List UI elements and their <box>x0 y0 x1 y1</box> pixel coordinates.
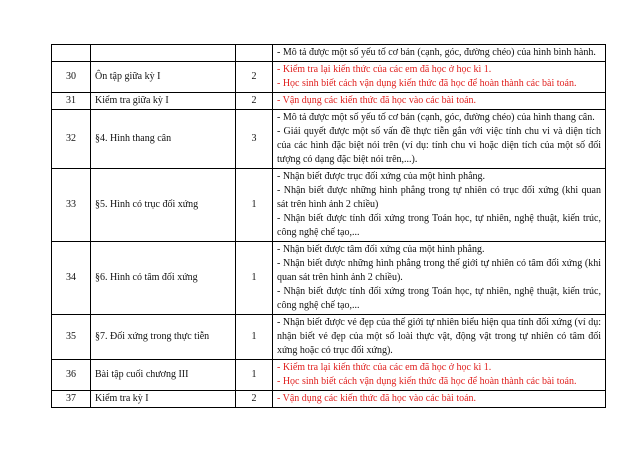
requirement-line: - Học sinh biết cách vận dụng kiến thức đã học để hoàn thành các bài toán. <box>277 78 577 89</box>
periods-cell: 2 <box>236 93 273 110</box>
requirement-line: - Kiểm tra lại kiến thức của các em đã học ở học kì 1. <box>277 362 492 373</box>
requirement-line: - Nhận biết được vẻ đẹp của thế giới tự nhiên biểu hiện qua tính đối xứng (ví dụ: nhận biết vẻ đẹp của một số loài thực vật, động vật trong tự nhiên có tâm đối xứng hoặc có trục đối xứng). <box>277 317 601 356</box>
requirement-line: - Vận dụng các kiến thức đã học vào các bài toán. <box>277 95 477 106</box>
table-row <box>52 169 606 242</box>
requirement-line: - Mô tả được một số yếu tố cơ bản (cạnh, góc, đường chéo) của hình bình hành. <box>277 47 596 58</box>
periods-cell: 1 <box>236 360 273 391</box>
lesson-title-cell: §6. Hình có tâm đối xứng <box>91 242 236 315</box>
lesson-number-cell <box>52 45 91 62</box>
lesson-title-cell: Kiểm tra kỳ I <box>91 391 236 408</box>
requirements-cell <box>273 45 606 62</box>
requirements-cell <box>273 360 606 391</box>
table-row <box>52 93 606 110</box>
periods-cell: 1 <box>236 315 273 360</box>
lesson-number-cell: 32 <box>52 110 91 169</box>
lesson-number-cell: 30 <box>52 62 91 93</box>
table-row <box>52 391 606 408</box>
requirement-line: - Học sinh biết cách vận dụng kiến thức đã học để hoàn thành các bài toán. <box>277 376 577 387</box>
requirements-cell <box>273 169 606 242</box>
requirement-line: - Mô tả được một số yếu tố cơ bản (cạnh, góc, đường chéo) của hình thang cân. <box>277 112 595 123</box>
requirements-cell <box>273 242 606 315</box>
curriculum-table <box>51 44 606 408</box>
table-row <box>52 315 606 360</box>
lesson-title-cell: §5. Hình có trục đối xứng <box>91 169 236 242</box>
periods-cell: 1 <box>236 242 273 315</box>
lesson-title-cell: Kiểm tra giữa kỳ I <box>91 93 236 110</box>
requirements-cell <box>273 93 606 110</box>
lesson-title-cell <box>91 45 236 62</box>
requirement-line: - Nhận biết được tâm đối xứng của một hình phẳng. <box>277 244 485 255</box>
periods-cell: 2 <box>236 391 273 408</box>
lesson-number-cell: 37 <box>52 391 91 408</box>
requirement-line: - Nhận biết được tính đối xứng trong Toán học, tự nhiên, nghệ thuật, kiến trúc, công nghệ chế tạo,... <box>277 286 601 311</box>
lesson-title-cell: Ôn tập giữa kỳ I <box>91 62 236 93</box>
requirement-line: - Nhận biết được những hình phẳng trong thế giới tự nhiên có tâm đối xứng (khi quan sát trên hình ảnh 2 chiều). <box>277 258 601 283</box>
requirement-line: - Nhận biết được tính đối xứng trong Toán học, tự nhiên, nghệ thuật, kiến trúc, công nghệ chế tạo,... <box>277 213 601 238</box>
lesson-title-cell: §7. Đối xứng trong thực tiễn <box>91 315 236 360</box>
lesson-title-cell: §4. Hình thang cân <box>91 110 236 169</box>
lesson-number-cell: 36 <box>52 360 91 391</box>
curriculum-table-body <box>52 45 606 408</box>
requirement-line: - Kiểm tra lại kiến thức của các em đã học ở học kì 1. <box>277 64 492 75</box>
periods-cell <box>236 45 273 62</box>
table-row <box>52 62 606 93</box>
table-row <box>52 360 606 391</box>
requirements-cell <box>273 315 606 360</box>
lesson-number-cell: 33 <box>52 169 91 242</box>
periods-cell: 1 <box>236 169 273 242</box>
requirements-cell <box>273 391 606 408</box>
requirement-line: - Vận dụng các kiến thức đã học vào các bài toán. <box>277 393 477 404</box>
requirements-cell <box>273 110 606 169</box>
periods-cell: 3 <box>236 110 273 169</box>
requirements-cell <box>273 62 606 93</box>
requirement-line: - Giải quyết được một số vấn đề thực tiễn gắn với việc tính chu vi và diện tích của các hình đặc biệt nói trên (ví dụ: tính chu vi hoặc diện tích của một số đối tượng có dạng đặc biệt nói trên,...). <box>277 126 601 165</box>
table-row <box>52 242 606 315</box>
lesson-number-cell: 35 <box>52 315 91 360</box>
lesson-title-cell: Bài tập cuối chương III <box>91 360 236 391</box>
requirement-line: - Nhận biết được những hình phẳng trong tự nhiên có trục đối xứng (khi quan sát trên hình ảnh 2 chiều) <box>277 185 601 210</box>
lesson-number-cell: 31 <box>52 93 91 110</box>
table-row <box>52 45 606 62</box>
table-row <box>52 110 606 169</box>
requirement-line: - Nhận biết được trục đối xứng của một hình phẳng. <box>277 171 486 182</box>
periods-cell: 2 <box>236 62 273 93</box>
lesson-number-cell: 34 <box>52 242 91 315</box>
